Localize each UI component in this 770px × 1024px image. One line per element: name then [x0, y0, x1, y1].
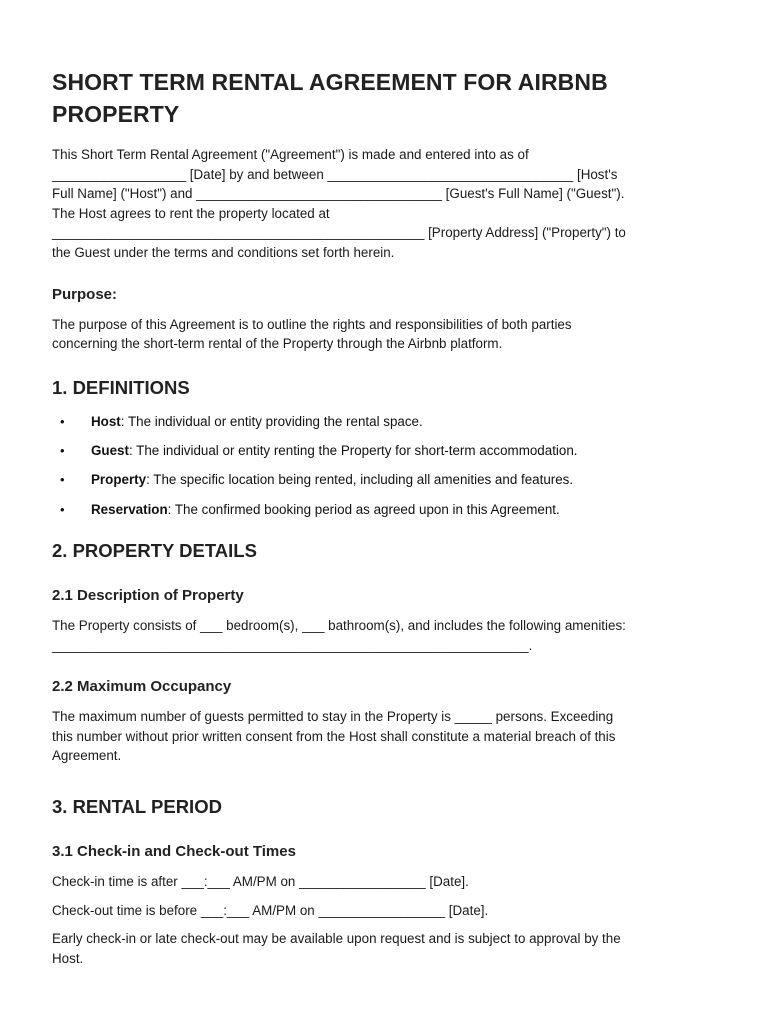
intro-paragraph — [52, 145, 722, 263]
intro-line: This Short Term Rental Agreement ("Agreement") is made and entered into as of — [52, 147, 529, 162]
occupancy-paragraph — [52, 707, 722, 766]
early-line: Early check-in or late check-out may be available upon request and is subject to approval by the — [52, 931, 621, 947]
intro-line: Full Name] ("Host") and _________________________________ [Guest's Full Name] ("Guest"). — [52, 186, 625, 202]
checkin-line: Check-in time is after ___:___ AM/PM on _________________ [Date]. — [52, 873, 469, 889]
definitions-heading: 1. DEFINITIONS — [52, 376, 190, 398]
intro-line: the Guest under the terms and conditions set forth herein. — [52, 244, 395, 260]
definition-item-reservation — [52, 500, 722, 529]
purpose-heading: Purpose: — [52, 285, 118, 303]
description-line: The Property consists of ___ bedroom(s), ___ bathroom(s), and includes the following amenities: — [52, 617, 626, 633]
purpose-line: concerning the short-term rental of the Property through the Airbnb platform. — [52, 336, 503, 352]
title-line-1: SHORT TERM RENTAL AGREEMENT FOR AIRBNB — [52, 69, 608, 95]
document-page — [52, 66, 722, 968]
occupancy-line: this number without prior written consent from the Host shall constitute a material breach of this — [52, 728, 616, 744]
bullet-icon: • — [60, 472, 65, 488]
bullet-icon: • — [60, 413, 65, 429]
early-checkin-paragraph — [52, 929, 722, 968]
rental-period-heading: 3. RENTAL PERIOD — [52, 795, 222, 817]
occupancy-line: The maximum number of guests permitted to stay in the Property is _____ persons. Exceeding — [52, 709, 614, 725]
description-heading: 2.1 Description of Property — [52, 586, 244, 604]
occupancy-heading: 2.2 Maximum Occupancy — [52, 678, 232, 696]
title-line-2: PROPERTY — [52, 101, 180, 127]
occupancy-line: Agreement. — [52, 748, 122, 764]
intro-line: __________________ [Date] by and between _________________________________ [Host's — [52, 166, 618, 182]
definition-text: : The confirmed booking period as agreed upon in this Agreement. — [167, 501, 560, 517]
bullet-icon: • — [60, 501, 65, 517]
description-line: ________________________________________________________________. — [52, 637, 533, 653]
definition-text: : The individual or entity renting the Property for short-term accommodation. — [128, 443, 578, 459]
checkout-line: Check-out time is before ___:___ AM/PM on _________________ [Date]. — [52, 902, 489, 918]
property-details-heading: 2. PROPERTY DETAILS — [52, 539, 257, 561]
definition-item-property — [52, 470, 722, 499]
definition-term: Host — [91, 413, 121, 429]
early-line: Host. — [52, 950, 84, 966]
bullet-icon: • — [60, 443, 65, 459]
checkin-checkout-heading: 3.1 Check-in and Check-out Times — [52, 842, 296, 860]
definition-term: Reservation — [91, 501, 168, 517]
purpose-line: The purpose of this Agreement is to outline the rights and responsibilities of both parties — [52, 316, 572, 332]
definition-item-host — [52, 412, 722, 441]
description-paragraph — [52, 616, 722, 655]
definition-text: : The individual or entity providing the rental space. — [120, 413, 423, 429]
definition-text: : The specific location being rented, including all amenities and features. — [146, 472, 574, 488]
intro-line: __________________________________________________ [Property Address] ("Property") to — [52, 225, 626, 241]
definition-term: Guest — [91, 443, 129, 459]
definitions-list — [52, 412, 722, 529]
definition-term: Property — [91, 472, 147, 488]
definition-item-guest — [52, 441, 722, 470]
purpose-paragraph — [52, 315, 722, 354]
intro-line: The Host agrees to rent the property located at — [52, 205, 330, 221]
document-title — [52, 66, 722, 130]
